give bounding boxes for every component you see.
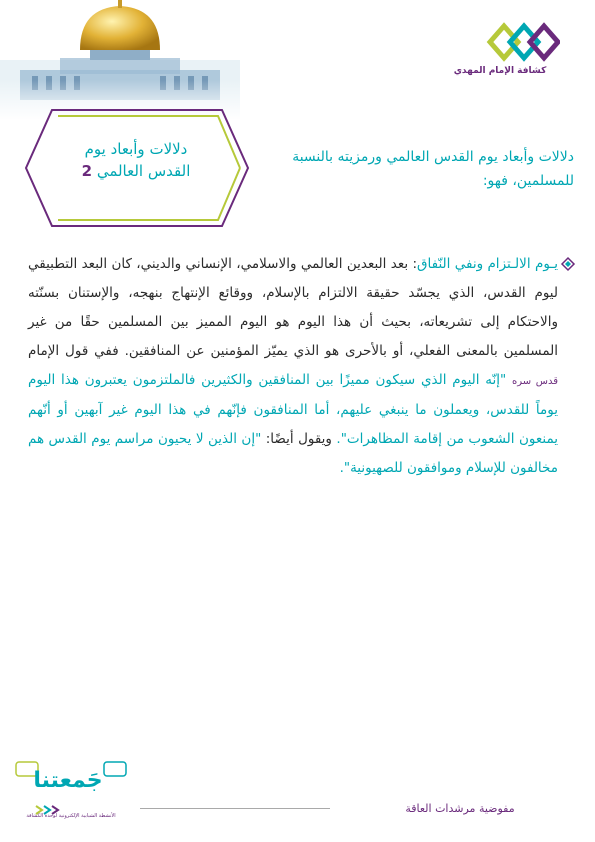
title-line-2-text: القدس العالمي xyxy=(96,162,191,180)
quote-2: "إن الذين لا يحيون مراسم يوم القدس هم مخالفون للإسلام وموافقون للصهيونية". xyxy=(28,431,558,476)
footer-logo-text: جَمعتنا xyxy=(33,768,103,793)
footer-tagline: الأنشطة الشبابية الإلكترونية لوحدة الكشافة xyxy=(26,813,116,819)
intro-text: دلالات وأبعاد يوم القدس العالمي ورمزيته بالنسبة للمسلمين، فهو: xyxy=(292,149,574,189)
footer-text: مفوضية مرشدات العاقة xyxy=(330,802,590,815)
quote-1: "إنّه اليوم الذي سيكون مميزًا بين المنافقين والكثيرين فالملتزمون يعتبرون هذا اليوم يوماً للقدس، ويعملون ما ينبغي عليهم، أما المنافقون فإنّهم في هذا اليوم غير آبهين أو أنّهم يمنعون الشعوب من إقامة المظاهرات". xyxy=(28,372,559,447)
title-line-2 xyxy=(36,160,236,182)
title-number: 2 xyxy=(81,162,93,180)
bullet-arrow-icon xyxy=(560,256,576,272)
body-heading: يـوم الالـتزام ونفي النّفاق xyxy=(417,256,559,272)
body-paragraph-2: ويقول أيضًا: xyxy=(261,431,337,447)
section-title xyxy=(36,138,236,182)
dome-of-the-rock-image xyxy=(0,0,240,120)
title-line-1: دلالات وأبعاد يوم xyxy=(84,140,188,158)
scouts-logo-icon xyxy=(484,22,560,62)
blessing-text: قدس سره xyxy=(511,376,558,387)
body-paragraph xyxy=(28,250,558,483)
body-paragraph-1: : بعد البعدين العالمي والاسلامي، الإنساني والديني، كان البعد التطبيقي ليوم القدس، الذي يجسّد حقيقة الالتزام بالإسلام، ووقائع الإنتهاج بنهجه، والإستنان بسنّته والاحتكام إلى تشريعاته، بحيث أن هذا اليوم هو اليوم المميز بين المسلمين حقًا من غير المسلمين بالمعنى الفعلي، أو بالأحرى هو الذي يميّز المؤمنين عن المنافقين. ففي قول الإمام xyxy=(28,256,558,359)
logo-text: كشافة الإمام المهدي xyxy=(453,66,547,76)
